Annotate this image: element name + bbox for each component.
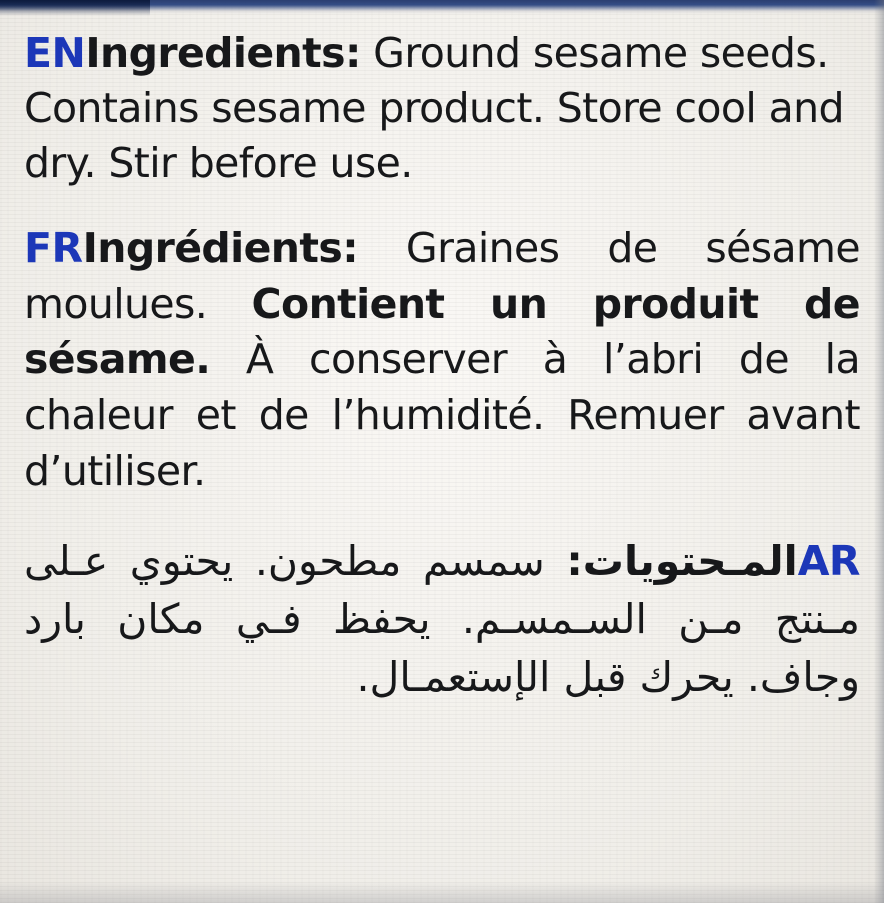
ingredients-block-fr: [24, 221, 860, 500]
allergen-warning-fr: Contient un produit de sésame.: [24, 279, 860, 384]
language-tag-ar: AR: [797, 536, 860, 585]
ingredients-block-ar: [24, 532, 860, 707]
ingredients-body-ar: سمسم مطحون. يحتوي عـلى مـنتج مـن السـمسـم. يحفظ فـي مكان بارد وجاف. يحرك قبل الإستعمـال.: [24, 536, 860, 701]
ingredients-heading-fr: Ingrédients:: [82, 223, 358, 272]
ingredients-text-en: [24, 26, 860, 191]
ingredients-text-ar: [24, 532, 860, 707]
ingredients-heading-en: Ingredients:: [85, 29, 361, 77]
label-bottom-edge: [0, 881, 884, 903]
ingredients-body-fr-part1: Graines de sésame moulues.: [24, 223, 860, 328]
ingredients-text-fr: [24, 221, 860, 500]
ingredients-body-fr-part2: À conserver à l’abri de la chaleur et de l’humidité. Remuer avant d’utiliser.: [24, 335, 860, 495]
language-tag-fr: FR: [24, 223, 83, 272]
ingredients-heading-ar: المـحتويات:: [566, 536, 798, 585]
ingredients-block-en: [24, 26, 860, 191]
language-tag-en: EN: [24, 29, 86, 77]
ingredients-body-en: Ground sesame seeds. Contains sesame product. Store cool and dry. Stir before use.: [24, 29, 844, 187]
